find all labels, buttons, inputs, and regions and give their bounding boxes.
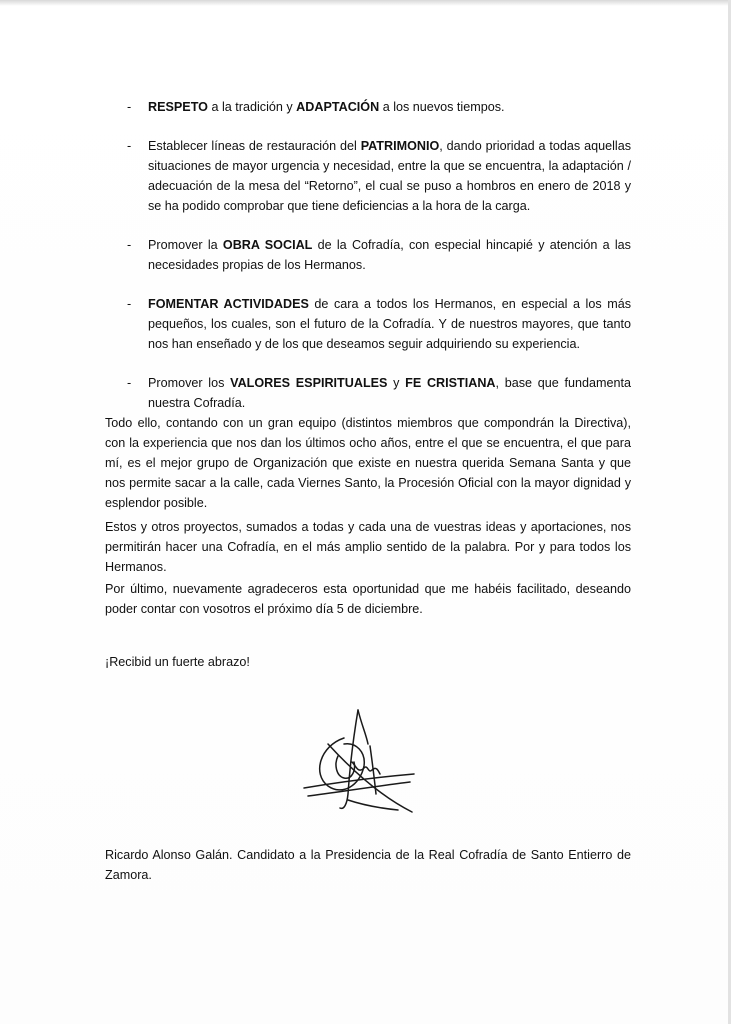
text-run: Promover los [148, 376, 231, 390]
list-item [105, 294, 631, 354]
bold-keyword: ADAPTACIÓN [296, 100, 380, 114]
list-item-text [148, 238, 631, 272]
text-run: de cara a todos los Hermanos, en especial a los más pequeños, los cuales, son el futuro de la Cofradía. Y de nuestros mayores, que tanto nos han enseñado y de los que deseamos seguir adquiriendo su experiencia. [148, 297, 631, 351]
page-top-shadow [0, 0, 731, 6]
bold-keyword: PATRIMONIO [360, 139, 440, 153]
bold-keyword: FOMENTAR ACTIVIDADES [148, 297, 309, 311]
list-item [105, 235, 631, 275]
bullet-dash: - [127, 376, 132, 390]
bold-keyword: FE CRISTIANA [405, 376, 496, 390]
list-item [105, 136, 631, 216]
bold-keyword: VALORES ESPIRITUALES [230, 376, 388, 390]
list-item [105, 373, 631, 413]
text-run: , base que fundamenta nuestra Cofradía. [148, 376, 632, 410]
paragraph-team: Todo ello, contando con un gran equipo (distintos miembros que compondrán la Directiva), con la experiencia que nos dan los últimos ocho años, entre el que se encuentra, el que para mí, es el mejor grupo de Organización que existe en nuestra querida Semana Santa y que nos permite sacar a la calle, cada Viernes Santo, la Procesión Oficial con la mayor dignidad y esplendor posible. [105, 416, 631, 510]
bold-keyword: OBRA SOCIAL [222, 238, 313, 252]
text-run: a la tradición y [207, 100, 297, 114]
text-run: Promover la [148, 238, 223, 252]
text-run: a los nuevos tiempos. [379, 100, 505, 114]
bullet-dash: - [127, 238, 132, 252]
paragraph-projects: Estos y otros proyectos, sumados a todas y cada una de vuestras ideas y aportaciones, nos permitirán hacer una Cofradía, en el más amplio sentido de la palabra. Por y para todos los Hermanos. [105, 520, 631, 574]
text-run: y [387, 376, 406, 390]
list-item-text [148, 297, 631, 351]
greeting: ¡Recibid un fuerte abrazo! [105, 655, 250, 669]
signature-image [298, 704, 418, 816]
list-item [105, 97, 631, 117]
bullet-dash: - [127, 297, 132, 311]
text-run: de la Cofradía, con especial hincapié y atención a las necesidades propias de los Hermanos. [148, 238, 631, 272]
goals-list [105, 97, 631, 432]
paragraph-thanks: Por último, nuevamente agradeceros esta oportunidad que me habéis facilitado, deseando poder contar con vosotros el próximo día 5 de diciembre. [105, 582, 631, 616]
bullet-dash: - [127, 139, 132, 153]
bold-keyword: RESPETO [148, 100, 208, 114]
bullet-dash: - [127, 100, 132, 114]
text-run: Establecer líneas de restauración del [148, 139, 361, 153]
text-run: , dando prioridad a todas aquellas situaciones de mayor urgencia y necesidad, entre la que se encuentra, la adaptación / adecuación de la mesa del “Retorno”, el cual se puso a hombros en enero de 2018 y se ha podido comprobar que tiene deficiencias a la hora de la carga. [148, 139, 631, 213]
list-item-text [148, 376, 631, 410]
signature-name-line: Ricardo Alonso Galán. Candidato a la Presidencia de la Real Cofradía de Santo Entierro de Zamora. [105, 848, 631, 882]
list-item-text [148, 100, 505, 114]
list-item-text [148, 139, 631, 213]
